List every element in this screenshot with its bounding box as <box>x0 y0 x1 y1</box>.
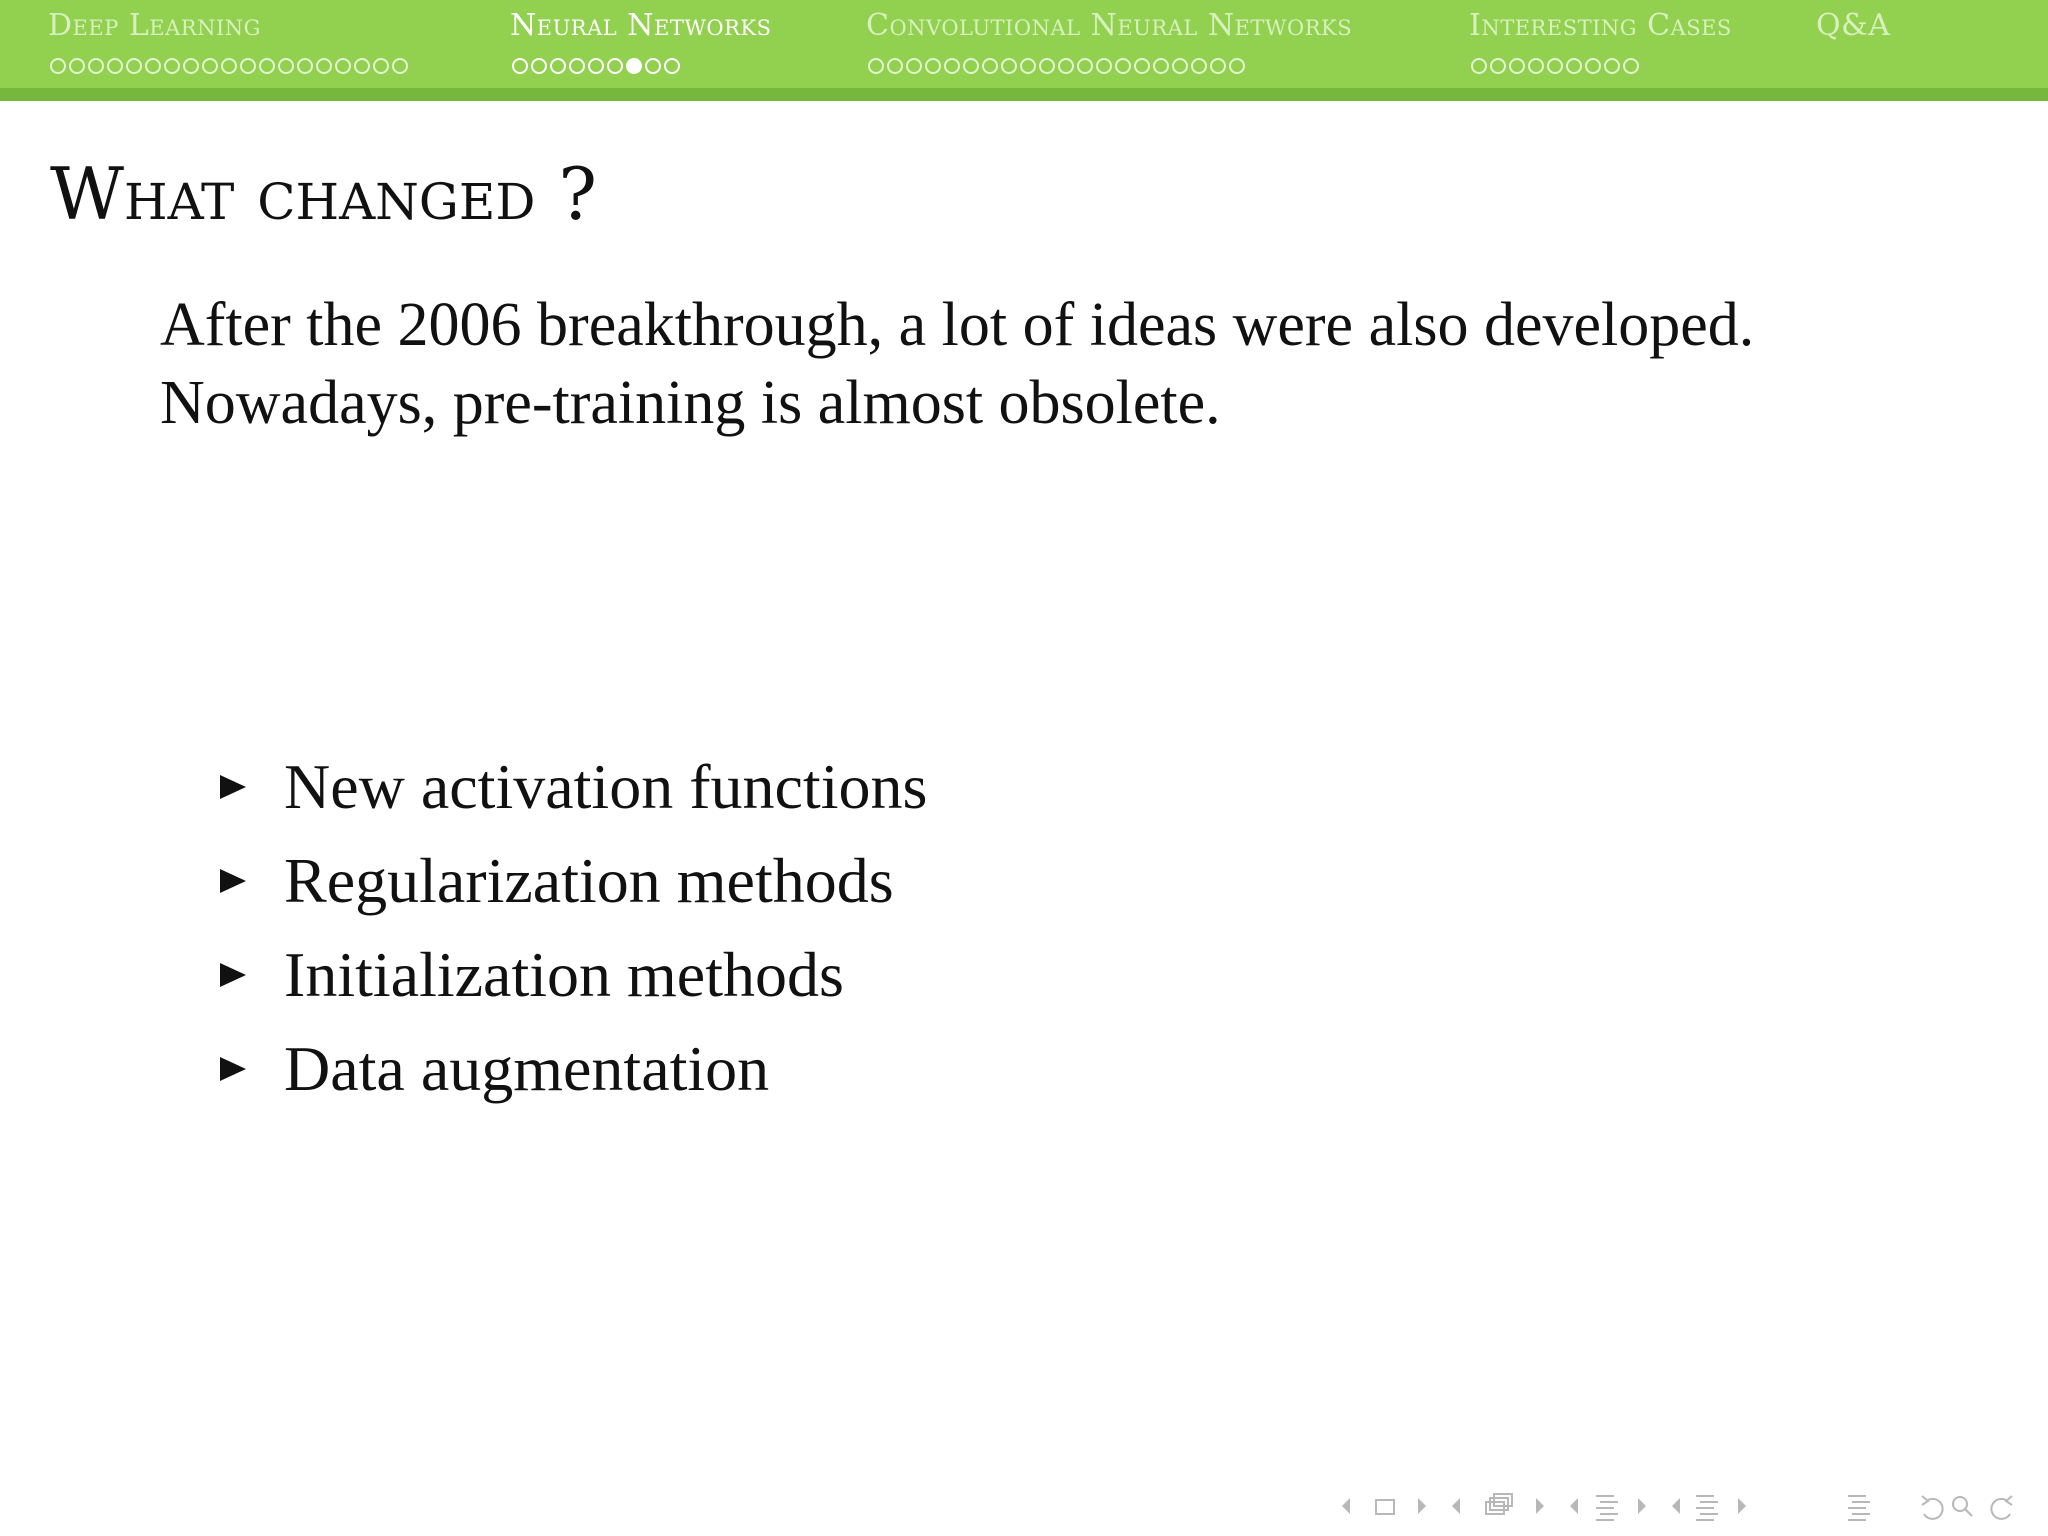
search-icon[interactable] <box>1953 1497 1972 1516</box>
section-navigation-bar <box>0 0 2048 88</box>
nav-section-title[interactable]: Neural Networks <box>510 8 772 43</box>
nav-frame-dot[interactable] <box>550 58 566 74</box>
list-item <box>220 928 927 1022</box>
nav-frame-dot[interactable] <box>1547 58 1563 74</box>
nav-frame-dot-current[interactable] <box>626 58 642 74</box>
nav-frame-dot[interactable] <box>1585 58 1601 74</box>
nav-frame-dot[interactable] <box>963 58 979 74</box>
nav-frame-dot[interactable] <box>69 58 85 74</box>
nav-frame-dot[interactable] <box>145 58 161 74</box>
header-rule <box>0 88 2048 101</box>
slide-icon[interactable] <box>1376 1500 1394 1514</box>
forward-icon[interactable] <box>1991 1496 2012 1519</box>
nav-frame-dot[interactable] <box>297 58 313 74</box>
triangle-bullet-icon <box>220 775 246 799</box>
nav-frame-dot[interactable] <box>1623 58 1639 74</box>
nav-frame-dot[interactable] <box>1528 58 1544 74</box>
nav-frame-dot[interactable] <box>1566 58 1582 74</box>
nav-frame-dot[interactable] <box>1604 58 1620 74</box>
nav-frame-dot[interactable] <box>1210 58 1226 74</box>
nav-frame-dots <box>50 55 408 77</box>
frame-prev-icon[interactable] <box>1452 1498 1460 1514</box>
nav-frame-dot[interactable] <box>1096 58 1112 74</box>
nav-frame-dot[interactable] <box>906 58 922 74</box>
bullet-list <box>220 740 927 1116</box>
nav-frame-dot[interactable] <box>1134 58 1150 74</box>
nav-frame-dot[interactable] <box>887 58 903 74</box>
nav-frame-dots <box>868 55 1245 77</box>
nav-section-title[interactable]: Deep Learning <box>48 8 261 43</box>
nav-section-title[interactable]: Q&A <box>1816 8 1891 43</box>
nav-frame-dot[interactable] <box>183 58 199 74</box>
nav-frame-dot[interactable] <box>50 58 66 74</box>
nav-frame-dots <box>512 55 680 77</box>
slide-prev-icon[interactable] <box>1342 1498 1350 1514</box>
back-icon[interactable] <box>1922 1496 1943 1519</box>
frame-next-icon[interactable] <box>1536 1498 1544 1514</box>
nav-frame-dot[interactable] <box>202 58 218 74</box>
list-item <box>220 834 927 928</box>
nav-section-title[interactable]: Interesting Cases <box>1469 8 1732 43</box>
list-item-text: Regularization methods <box>284 845 894 916</box>
subsection-prev-icon[interactable] <box>1570 1498 1578 1514</box>
nav-frame-dot[interactable] <box>588 58 604 74</box>
nav-section-title[interactable]: Convolutional Neural Networks <box>866 8 1353 43</box>
appendix-icon[interactable] <box>1848 1496 1870 1520</box>
nav-frame-dot[interactable] <box>512 58 528 74</box>
nav-frame-dot[interactable] <box>335 58 351 74</box>
nav-frame-dot[interactable] <box>126 58 142 74</box>
subsection-next-icon[interactable] <box>1638 1498 1646 1514</box>
nav-frame-dot[interactable] <box>1172 58 1188 74</box>
list-item <box>220 1022 927 1116</box>
nav-frame-dot[interactable] <box>259 58 275 74</box>
slide-next-icon[interactable] <box>1418 1498 1426 1514</box>
list-item <box>220 740 927 834</box>
list-item-text: Data augmentation <box>284 1033 770 1104</box>
frame-icon[interactable] <box>1486 1494 1512 1514</box>
nav-frame-dot[interactable] <box>373 58 389 74</box>
triangle-bullet-icon <box>220 1057 246 1081</box>
nav-frame-dot[interactable] <box>1058 58 1074 74</box>
nav-frame-dots <box>1471 55 1639 77</box>
slide-title: What changed ? <box>50 152 597 236</box>
nav-frame-dot[interactable] <box>164 58 180 74</box>
intro-line: After the 2006 breakthrough, a lot of ideas were also developed. <box>160 291 1755 359</box>
subsection-icon[interactable] <box>1596 1496 1618 1520</box>
nav-frame-dot[interactable] <box>607 58 623 74</box>
nav-frame-dot[interactable] <box>531 58 547 74</box>
nav-frame-dot[interactable] <box>1039 58 1055 74</box>
nav-frame-dot[interactable] <box>221 58 237 74</box>
nav-frame-dot[interactable] <box>868 58 884 74</box>
section-prev-icon[interactable] <box>1672 1498 1680 1514</box>
nav-frame-dot[interactable] <box>1509 58 1525 74</box>
nav-frame-dot[interactable] <box>1077 58 1093 74</box>
nav-frame-dot[interactable] <box>1490 58 1506 74</box>
nav-frame-dot[interactable] <box>1001 58 1017 74</box>
beamer-navigation-symbols <box>1330 1488 2030 1524</box>
section-next-icon[interactable] <box>1738 1498 1746 1514</box>
nav-frame-dot[interactable] <box>569 58 585 74</box>
nav-frame-dot[interactable] <box>944 58 960 74</box>
nav-frame-dot[interactable] <box>1153 58 1169 74</box>
nav-frame-dot[interactable] <box>1229 58 1245 74</box>
nav-frame-dot[interactable] <box>278 58 294 74</box>
triangle-bullet-icon <box>220 963 246 987</box>
nav-frame-dot[interactable] <box>982 58 998 74</box>
nav-frame-dot[interactable] <box>1115 58 1131 74</box>
nav-frame-dot[interactable] <box>392 58 408 74</box>
nav-frame-dot[interactable] <box>664 58 680 74</box>
nav-frame-dot[interactable] <box>107 58 123 74</box>
nav-frame-dot[interactable] <box>1191 58 1207 74</box>
nav-frame-dot[interactable] <box>1471 58 1487 74</box>
section-icon[interactable] <box>1696 1496 1718 1520</box>
nav-frame-dot[interactable] <box>88 58 104 74</box>
triangle-bullet-icon <box>220 869 246 893</box>
list-item-text: Initialization methods <box>284 939 844 1010</box>
list-item-text: New activation functions <box>284 751 928 822</box>
slide-intro <box>160 286 1754 442</box>
nav-frame-dot[interactable] <box>645 58 661 74</box>
intro-line: Nowadays, pre-training is almost obsolete. <box>160 369 1221 437</box>
nav-frame-dot[interactable] <box>240 58 256 74</box>
nav-frame-dot[interactable] <box>1020 58 1036 74</box>
nav-frame-dot[interactable] <box>925 58 941 74</box>
nav-frame-dot[interactable] <box>354 58 370 74</box>
nav-frame-dot[interactable] <box>316 58 332 74</box>
